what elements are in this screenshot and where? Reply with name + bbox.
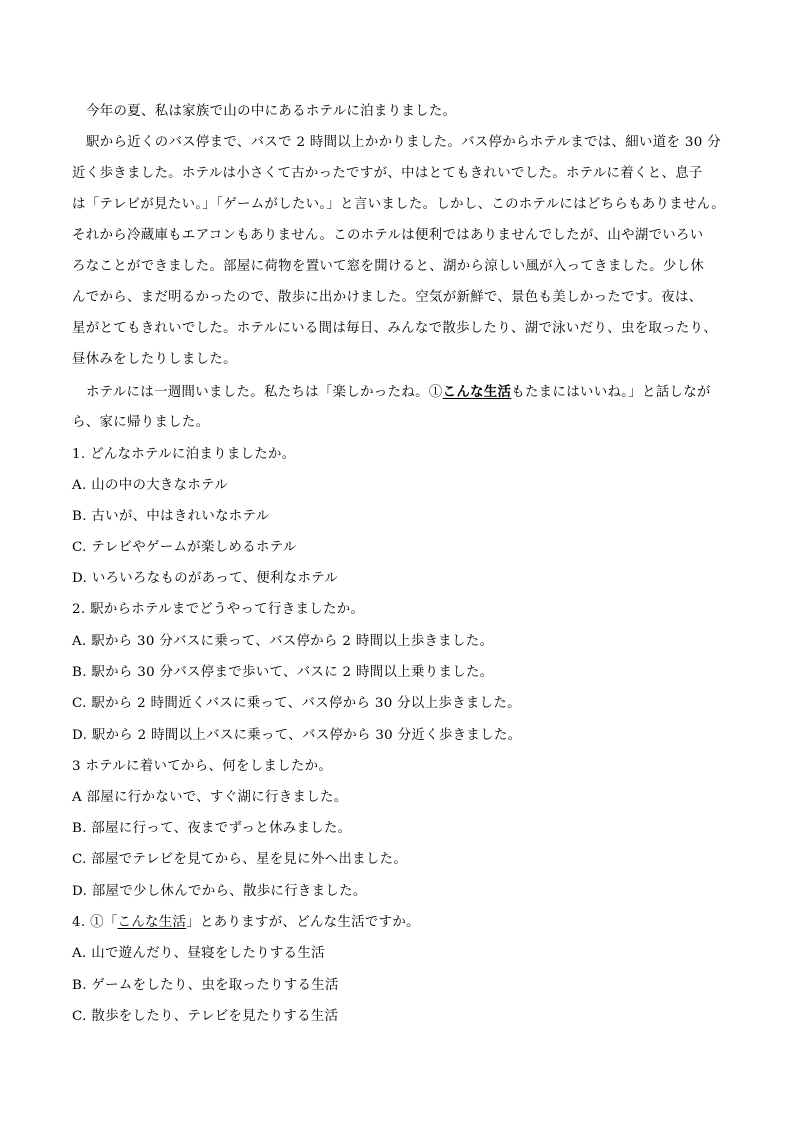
question-2-option-d: D. 駅から 2 時間以上バスに乗って、バス停から 30 分近く歩きました。: [72, 728, 522, 743]
question-1-option-a: A. 山の中の大きなホテル: [72, 478, 228, 493]
question-2-option-a: A. 駅から 30 分バスに乗って、バス停から 2 時間以上歩きました。: [72, 634, 494, 649]
passage-paragraph-1: 今年の夏、私は家族で山の中にあるホテルに泊まりました。: [86, 104, 457, 119]
question-2-option-c: C. 駅から 2 時間近くバスに乗って、バス停から 30 分以上歩きました。: [72, 696, 521, 711]
passage-p2-line-3: は「テレビが見たい。」「ゲームがしたい。」と言いました。しかし、このホテルにはどちらもありません。: [72, 197, 726, 212]
question-3-option-c: C. 部屋でテレビを見てから、星を見に外へ出ました。: [72, 852, 408, 867]
passage-p3-line-2: ら、家に帰りました。: [72, 415, 210, 430]
question-2-stem: 2. 駅からホテルまでどうやって行きましたか。: [72, 602, 365, 617]
passage-p2-line-6: んでから、まだ明るかったので、散歩に出かけました。空気が新鮮で、景色も美しかったです。夜は、: [72, 290, 703, 305]
question-4-underlined-phrase: こんな生活: [117, 915, 187, 930]
passage-underlined-phrase: こんな生活: [442, 384, 512, 400]
question-4-option-a: A. 山で遊んだり、昼寝をしたりする生活: [72, 946, 325, 961]
question-4-option-c: C. 散歩をしたり、テレビを見たりする生活: [72, 1009, 339, 1024]
question-4-option-b: B. ゲームをしたり、虫を取ったりする生活: [72, 978, 339, 993]
question-1-stem: 1. どんなホテルに泊まりましたか。: [72, 447, 296, 462]
passage-p2-line-4: それから冷蔵庫もエアコンもありません。このホテルは便利ではありませんでしたが、山や湖でいろい: [72, 228, 704, 243]
passage-p3-text-after: もたまにはいいね。」と話しなが: [511, 385, 711, 400]
passage-p3-line-1: [86, 383, 732, 402]
question-4-suffix: 」とありますが、どんな生活ですか。: [186, 915, 420, 930]
question-3-option-b: B. 部屋に行って、夜までずっと休みました。: [72, 821, 352, 836]
passage-p2-line-8: 昼休みをしたりしました。: [72, 352, 237, 367]
passage-p3-marker: ①: [428, 385, 443, 400]
question-4-stem: [72, 914, 732, 932]
question-3-stem: 3 ホテルに着いてから、何をしましたか。: [72, 759, 333, 774]
passage-p2-line-1: 駅から近くのバス停まで、バスで 2 時間以上かかりました。バス停からホテルまでは、細い道を 30 分: [86, 135, 721, 150]
passage-p2-line-5: ろなことができました。部屋に荷物を置いて窓を開けると、湖から涼しい風が入ってきました。少し休: [72, 259, 705, 274]
question-4-prefix: 4. ①「: [72, 915, 118, 930]
question-1-option-b: B. 古いが、中はきれいなホテル: [72, 509, 270, 524]
question-3-option-a: A 部屋に行かないで、すぐ湖に行きました。: [72, 790, 348, 805]
passage-p2-line-7: 星がとてもきれいでした。ホテルにいる間は毎日、みんなで散歩したり、湖で泳いだり、虫を取ったり、: [72, 321, 718, 336]
question-2-option-b: B. 駅から 30 分バス停まで歩いて、バスに 2 時間以上乗りました。: [72, 665, 494, 680]
passage-p2-line-2: 近く歩きました。ホテルは小さくて古かったですが、中はとてもきれいでした。ホテルに着くと、息子: [72, 166, 703, 181]
passage-p3-text-before: ホテルには一週間いました。私たちは「楽しかったね。: [86, 385, 429, 400]
question-1-option-c: C. テレビやゲームが楽しめるホテル: [72, 540, 297, 555]
question-3-option-d: D. 部屋で少し休んでから、散歩に行きました。: [72, 884, 367, 899]
question-1-option-d: D. いろいろなものがあって、便利なホテル: [72, 571, 339, 586]
